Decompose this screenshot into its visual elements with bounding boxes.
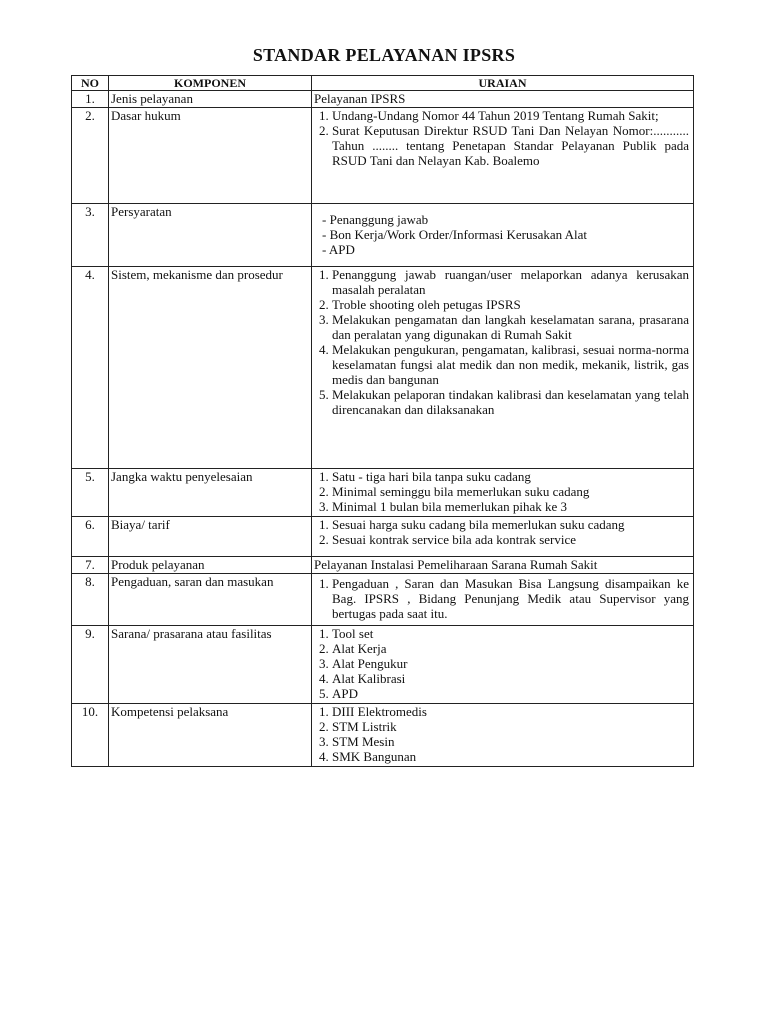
row-uraian: Pelayanan Instalasi Pemeliharaan Sarana Rumah Sakit <box>312 557 694 574</box>
list-item: 1. Penanggung jawab ruangan/user melaporkan adanya kerusakan masalah peralatan <box>332 267 689 297</box>
row-uraian <box>312 704 694 767</box>
row-komponen: Produk pelayanan <box>109 557 312 574</box>
list-item: 2. Minimal seminggu bila memerlukan suku cadang <box>332 484 689 499</box>
list-item: 1. Pengaduan , Saran dan Masukan Bisa Langsung disampaikan ke Bag. IPSRS , Bidang Penunjang Medik atau Supervisor yang bertugas pada saat itu. <box>332 576 689 621</box>
header-uraian: URAIAN <box>312 76 694 91</box>
table-row <box>72 469 694 517</box>
row-uraian <box>312 626 694 704</box>
row-komponen: Jenis pelayanan <box>109 91 312 108</box>
list-item: 3. Melakukan pengamatan dan langkah keselamatan sarana, prasarana dan peralatan yang digunakan di Rumah Sakit <box>332 312 689 342</box>
row-komponen: Pengaduan, saran dan masukan <box>109 574 312 626</box>
list-item: - Bon Kerja/Work Order/Informasi Kerusakan Alat <box>322 227 689 242</box>
row-number: 8. <box>72 574 109 626</box>
table-row <box>72 108 694 204</box>
list-item: - APD <box>322 242 689 257</box>
row-number: 6. <box>72 517 109 557</box>
list-item: 1. Satu - tiga hari bila tanpa suku cadang <box>332 469 689 484</box>
list-item: 1. Tool set <box>332 626 689 641</box>
table-row <box>72 574 694 626</box>
row-number: 4. <box>72 267 109 469</box>
row-number: 9. <box>72 626 109 704</box>
header-komponen: KOMPONEN <box>109 76 312 91</box>
row-number: 1. <box>72 91 109 108</box>
list-item: 2. STM Listrik <box>332 719 689 734</box>
row-komponen: Sarana/ prasarana atau fasilitas <box>109 626 312 704</box>
list-item: 1. Undang-Undang Nomor 44 Tahun 2019 Tentang Rumah Sakit; <box>332 108 689 123</box>
list-item: 3. STM Mesin <box>332 734 689 749</box>
row-komponen: Persyaratan <box>109 204 312 267</box>
row-number: 2. <box>72 108 109 204</box>
row-number: 3. <box>72 204 109 267</box>
table-row <box>72 704 694 767</box>
table-row <box>72 267 694 469</box>
list-item: 1. DIII Elektromedis <box>332 704 689 719</box>
page-title: STANDAR PELAYANAN IPSRS <box>252 45 516 65</box>
row-number: 7. <box>72 557 109 574</box>
row-uraian <box>312 517 694 557</box>
list-item: 3. Minimal 1 bulan bila memerlukan pihak ke 3 <box>332 499 689 514</box>
row-komponen: Sistem, mekanisme dan prosedur <box>109 267 312 469</box>
list-item: - Penanggung jawab <box>322 212 689 227</box>
row-uraian <box>312 574 694 626</box>
table-row <box>72 626 694 704</box>
list-item: 2. Troble shooting oleh petugas IPSRS <box>332 297 689 312</box>
table-row <box>72 557 694 574</box>
list-item: 4. SMK Bangunan <box>332 749 689 764</box>
standar-pelayanan-table <box>71 75 694 767</box>
row-komponen: Biaya/ tarif <box>109 517 312 557</box>
row-komponen: Jangka waktu penyelesaian <box>109 469 312 517</box>
row-number: 5. <box>72 469 109 517</box>
table-row <box>72 91 694 108</box>
row-komponen: Kompetensi pelaksana <box>109 704 312 767</box>
row-number: 10. <box>72 704 109 767</box>
row-uraian <box>312 204 694 267</box>
list-item: 5. APD <box>332 686 689 701</box>
list-item: 4. Alat Kalibrasi <box>332 671 689 686</box>
list-item: 1. Sesuai harga suku cadang bila memerlukan suku cadang <box>332 517 689 532</box>
table-header-row <box>72 76 694 91</box>
list-item: 2. Alat Kerja <box>332 641 689 656</box>
table-row <box>72 204 694 267</box>
row-uraian: Pelayanan IPSRS <box>312 91 694 108</box>
list-item: 3. Alat Pengukur <box>332 656 689 671</box>
list-item: 5. Melakukan pelaporan tindakan kalibrasi dan keselamatan yang telah direncanakan dan dilaksanakan <box>332 387 689 417</box>
list-item: 4. Melakukan pengukuran, pengamatan, kalibrasi, sesuai norma-norma keselamatan fungsi alat medik dan non medik, mekanik, listrik, gas medis dan bangunan <box>332 342 689 387</box>
list-item: 2. Sesuai kontrak service bila ada kontrak service <box>332 532 689 547</box>
row-komponen: Dasar hukum <box>109 108 312 204</box>
list-item: 2. Surat Keputusan Direktur RSUD Tani Dan Nelayan Nomor:........... Tahun ........ tentang Penetapan Standar Pelayanan Publik pada RSUD Tani dan Nelayan Kab. Boalemo <box>332 123 689 168</box>
table-row <box>72 517 694 557</box>
row-uraian <box>312 469 694 517</box>
row-uraian <box>312 267 694 469</box>
row-uraian <box>312 108 694 204</box>
header-no: NO <box>72 76 109 91</box>
